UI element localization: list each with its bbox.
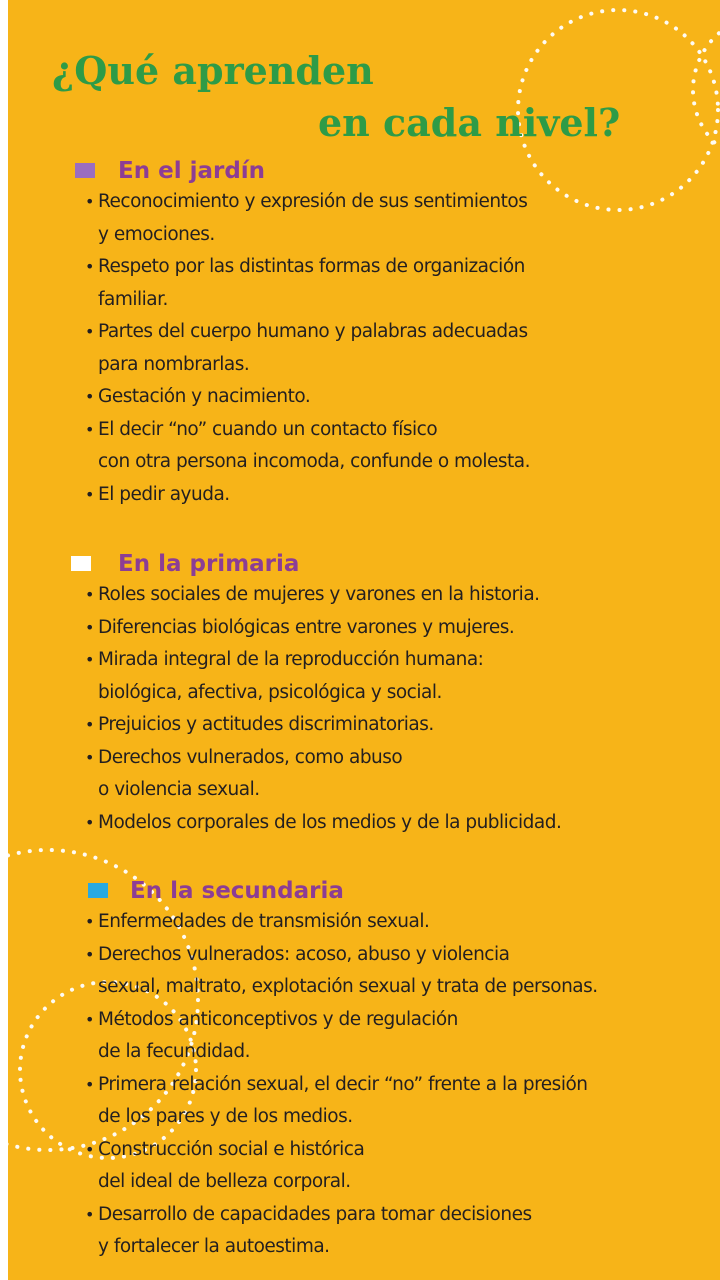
list-primaria [8, 579, 720, 839]
list-item: • Derechos vulnerados: acoso, abuso y violencia sexual, maltrato, explotación sexual y trata de personas. [8, 939, 720, 1004]
list-item: • Diferencias biológicas entre varones y mujeres. [8, 612, 720, 645]
list-item: • Derechos vulnerados, como abuso o violencia sexual. [8, 742, 720, 807]
page-title-line-2: en cada nivel? [318, 100, 621, 145]
list-item: • Reconocimiento y expresión de sus sentimientos y emociones. [8, 186, 720, 251]
list-jardin [8, 186, 720, 511]
list-item: • Mirada integral de la reproducción humana: biológica, afectiva, psicológica y social. [8, 644, 720, 709]
purple-square-icon [75, 163, 95, 178]
list-item: • Enfermedades de transmisión sexual. [8, 906, 720, 939]
list-item: • Desarrollo de capacidades para tomar decisiones y fortalecer la autoestima. [8, 1199, 720, 1264]
list-item: • Roles sociales de mujeres y varones en la historia. [8, 579, 720, 612]
page-title-line-1: ¿Qué aprenden [52, 48, 374, 93]
list-item: • Gestación y nacimiento. [8, 381, 720, 414]
list-item: • Modelos corporales de los medios y de la publicidad. [8, 807, 720, 840]
info-poster [8, 0, 720, 1280]
list-item: • Respeto por las distintas formas de organización familiar. [8, 251, 720, 316]
list-item: • El pedir ayuda. [8, 479, 720, 512]
list-item: • Métodos anticonceptivos y de regulación de la fecundidad. [8, 1004, 720, 1069]
list-item: • Primera relación sexual, el decir “no” frente a la presión de los pares y de los medios. [8, 1069, 720, 1134]
list-item: • Prejuicios y actitudes discriminatorias. [8, 709, 720, 742]
section-heading-jardin: En el jardín [118, 158, 266, 184]
section-heading-secundaria: En la secundaria [130, 878, 344, 904]
white-square-icon [71, 556, 91, 571]
list-item: • Construcción social e histórica del ideal de belleza corporal. [8, 1134, 720, 1199]
list-item: • Partes del cuerpo humano y palabras adecuadas para nombrarlas. [8, 316, 720, 381]
section-heading-primaria: En la primaria [118, 551, 300, 577]
list-item: • El decir “no” cuando un contacto físico con otra persona incomoda, confunde o molesta. [8, 414, 720, 479]
blue-square-icon [88, 883, 108, 898]
list-secundaria [8, 906, 720, 1264]
